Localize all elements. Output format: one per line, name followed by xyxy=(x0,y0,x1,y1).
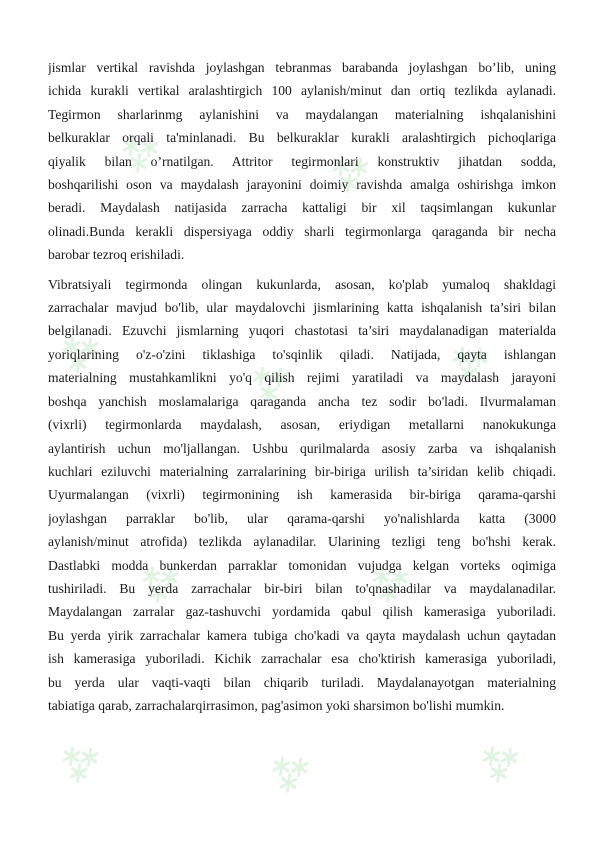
text-line: (vixrli) tegirmonlarda maydalash, asosan, eriydigan metallarni nanokukunga xyxy=(48,417,556,433)
text-line: zarrachalar mavjud bo'lib, ular maydalovchi jismlarining katta ishqalanish ta’siri bilan xyxy=(48,300,556,316)
text-line: belgilanadi. Ezuvchi jismlarning yuqori chastotasi ta’siri maydalanadigan materialda xyxy=(48,323,556,339)
text-line: aylanish/minut atrofida) tezlikda aylanadilar. Ularining tezligi teng bo'hshi kerak. xyxy=(48,534,556,550)
text-line: Dastlabki modda bunkerdan parraklar tomonidan vujudga kelgan vorteks oqimiga xyxy=(48,557,556,573)
text-line: beradi. Maydalash natijasida zarracha kattaligi bir xil taqsimlangan kukunlar xyxy=(48,200,556,216)
body-text xyxy=(48,56,556,723)
text-line: barobar tezroq erishiladi. xyxy=(48,247,185,263)
text-line: jismlar vertikal ravishda joylashgan tebranmas barabanda joylashgan bo’lib, uning xyxy=(48,60,556,75)
watermark-mark: ⁂ xyxy=(50,323,109,381)
text-line: bu yerda ular vaqti-vaqti bilan chiqarib turiladi. Maydalanayotgan materialning xyxy=(48,674,556,690)
text-line: joylashgan parraklar bo'lib, ular qarama-qarshi yo'nalishlarda katta (3000 xyxy=(48,510,556,526)
watermark-mark: ⁂ xyxy=(320,143,379,201)
text-line: materialning mustahkamlikni yo'q qilish rejimi yaratiladi va maydalash jarayoni xyxy=(48,370,556,386)
text-line: belkuraklar orqali ta'minlanadi. Bu belkuraklar kurakli aralashtirgich pichoqlariga xyxy=(48,130,556,146)
text-line: qiyalik bilan o’rnatilgan. Attritor tegirmonlari konstruktiv jihatdan sodda, xyxy=(48,153,556,169)
watermark-mark: ⁂ xyxy=(360,553,419,611)
text-line: Bu yerda yirik zarrachalar kamera tubiga cho'kadi va qayta maydalash uchun qaytadan xyxy=(48,627,556,643)
watermark-mark: ⁂ xyxy=(110,123,169,181)
paragraph xyxy=(48,56,556,267)
text-line: Vibratsiyali tegirmonda olingan kukunlarda, asosan, ko'plab yumaloq shakldagi xyxy=(48,276,556,292)
watermark-mark: ⁂ xyxy=(470,733,529,791)
text-line: boshqarilishi oson va maydalash jarayonini doimiy ravishda amalga oshirishga imkon xyxy=(48,177,556,193)
watermark-mark: ⁂ xyxy=(50,733,109,791)
text-line: yoriqlarining o'z-o'zini tiklashiga to'sqinlik qiladi. Natijada, qayta ishlangan xyxy=(48,346,556,362)
text-line: Uyurmalangan (vixrli) tegirmonining ish kamerasida bir-biriga qarama-qarshi xyxy=(48,487,556,503)
text-line: Maydalangan zarralar gaz-tashuvchi yordamida qabul qilish kamerasiga yuboriladi. xyxy=(48,604,556,620)
text-line: ichida kurakli vertikal aralashtirgich 100 aylanish/minut dan ortiq tezlikda aylanadi. xyxy=(48,83,556,99)
text-line: boshqa yanchish moslamalariga qaraganda ancha tez sodir bo'ladi. Ilvurmalaman xyxy=(48,393,556,409)
text-line: kuchlari eziluvchi materialning zarralarining bir-biriga urilish ta’siridan kelib chiqadi. xyxy=(48,463,556,479)
watermark-mark: ⁂ xyxy=(240,353,299,411)
text-line: tabiatiga qarab, zarrachalarqirrasimon, pag'asimon yoki sharsimon bo'lishi mumkin. xyxy=(48,697,505,713)
paragraph xyxy=(48,273,556,718)
watermark-mark: ⁂ xyxy=(130,553,189,611)
text-line: Tegirmon sharlarinmg aylanishini va maydalangan materialning ishqalanishini xyxy=(48,106,556,122)
text-line: olinadi.Bunda kerakli dispersiyaga oddiy sharli tegirmonlarga qaraganda bir necha xyxy=(48,223,556,239)
watermark-mark: ⁂ xyxy=(440,333,499,391)
text-line: ish kamerasiga yuboriladi. Kichik zarrachalar esa cho'ktirish kamerasiga yuboriladi, xyxy=(48,651,556,667)
watermark-mark: ⁂ xyxy=(260,743,319,801)
text-line: aylantirish uchun mo'ljallangan. Ushbu qurilmalarda asosiy zarba va ishqalanish xyxy=(48,440,556,456)
text-line: tushiriladi. Bu yerda zarrachalar bir-biri bilan to'qnashadilar va maydalanadilar. xyxy=(48,580,556,596)
